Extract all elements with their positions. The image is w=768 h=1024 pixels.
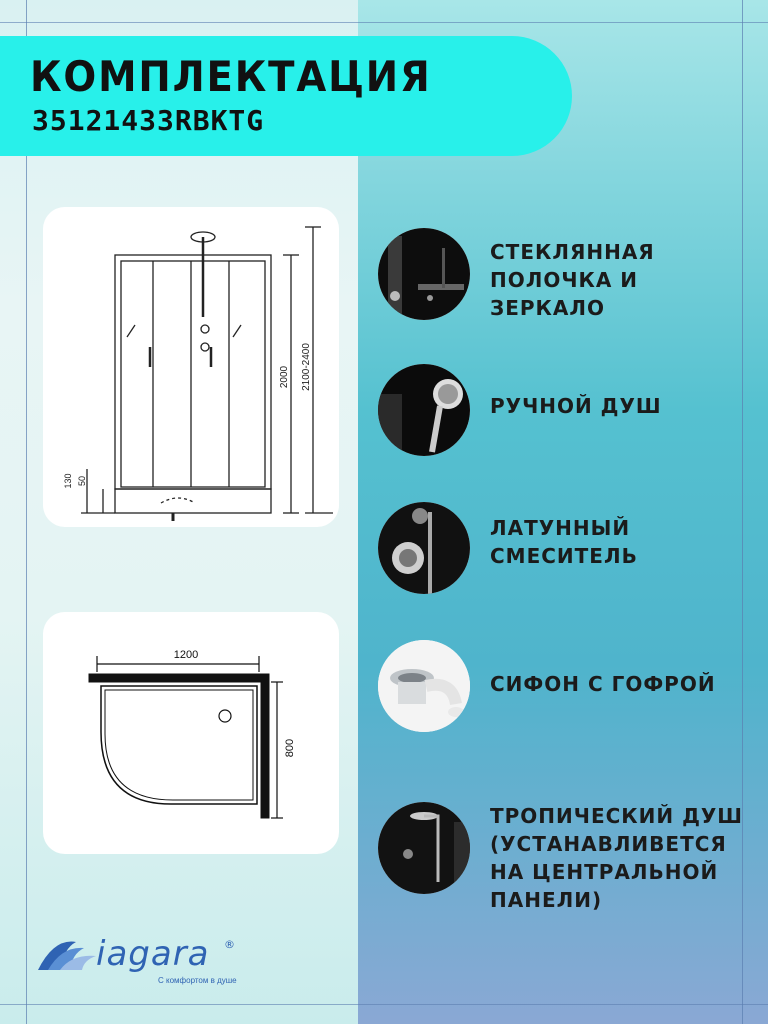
feature-siphon	[378, 640, 758, 735]
dim-50: 50	[77, 475, 87, 487]
hand-shower-photo-icon	[378, 364, 470, 456]
rain-shower-photo-icon	[378, 802, 470, 894]
shelf-mirror-photo-icon	[378, 228, 470, 320]
dim-height-range: 2100-2400	[301, 343, 312, 391]
guide-line-bottom	[0, 1004, 768, 1005]
feature-shelf-mirror	[378, 228, 758, 323]
logo-registered: ®	[224, 938, 235, 951]
wave-logo-icon	[34, 934, 104, 978]
model-number: 35121433RBKTG	[32, 104, 265, 137]
brand-logo	[34, 934, 244, 994]
top-view-drawing	[43, 612, 339, 854]
logo-tagline: С комфортом в душе	[158, 976, 237, 985]
feature-mixer	[378, 502, 758, 597]
logo-name: iagara	[96, 934, 210, 974]
feature-label-rain-shower: ТРОПИЧЕСКИЙ ДУШ (УСТАНАВЛИВЕТСЯ НА ЦЕНТРАЛЬНОЙ ПАНЕЛИ)	[490, 804, 744, 912]
front-view-drawing	[43, 207, 339, 527]
page-title: КОМПЛЕКТАЦИЯ	[30, 52, 432, 101]
dim-130: 130	[63, 473, 73, 489]
feature-hand-shower	[378, 364, 758, 459]
dim-depth-800: 800	[284, 738, 296, 758]
feature-label-siphon: СИФОН С ГОФРОЙ	[490, 672, 716, 696]
feature-label-shelf-mirror: СТЕКЛЯННАЯ ПОЛОЧКА И ЗЕРКАЛО	[490, 240, 655, 320]
top-view-card	[43, 612, 339, 854]
guide-line-top	[0, 22, 768, 23]
siphon-photo-icon	[378, 640, 470, 732]
feature-rain-shower	[378, 802, 758, 922]
feature-label-mixer: ЛАТУННЫЙ СМЕСИТЕЛЬ	[490, 516, 638, 568]
mixer-photo-icon	[378, 502, 470, 594]
dim-width-1200: 1200	[173, 649, 199, 661]
feature-label-hand-shower: РУЧНОЙ ДУШ	[490, 394, 662, 418]
front-view-card	[43, 207, 339, 527]
dim-height-2000: 2000	[279, 365, 290, 389]
